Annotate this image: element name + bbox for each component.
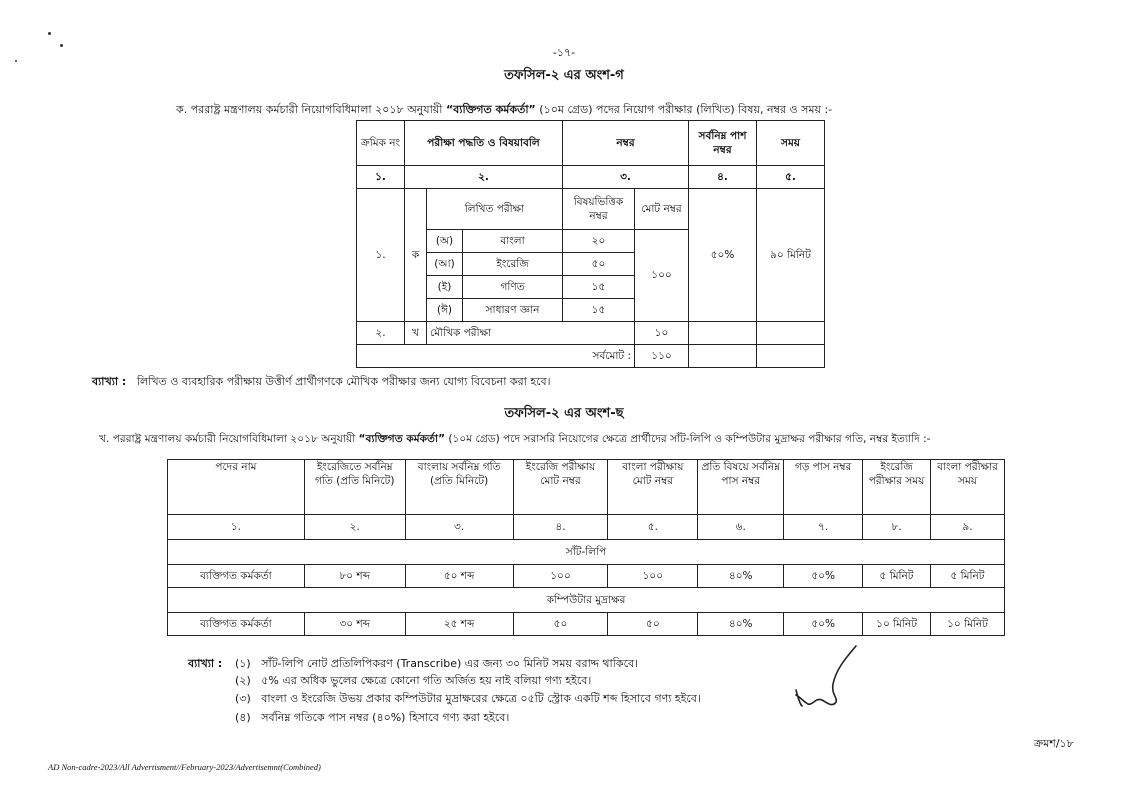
table-cell: ৮. — [863, 515, 931, 540]
table-row — [357, 189, 825, 230]
grand-total-row — [357, 345, 825, 368]
table-cell: বাংলা — [463, 230, 563, 253]
table-cell: কম্পিউটার মুদ্রাক্ষর — [168, 588, 1005, 613]
table-cell: ইংরেজি — [463, 253, 563, 276]
table-cell: মৌখিক পরীক্ষা — [427, 322, 635, 345]
table-cell: ২. — [304, 515, 405, 540]
paragraph-kha: খ. পররাষ্ট্র মন্ত্রণালয় কর্মচারী নিয়োগবিধিমালা ২০১৮ অনুযায়ী “ব্যক্তিগত কর্মকর্তা” (১০ম গ্রেড) পদে সরাসরি নিয়োগের ক্ষেত্রে প্রার্থীদের সাঁট-লিপি ও কম্পিউটার মুদ্রাক্ষর পরীক্ষার গতি, নম্বর ইত্যাদি :- — [99, 433, 931, 445]
table-cell: ১. — [168, 515, 305, 540]
table-cell — [757, 345, 825, 368]
paragraph-ka: ক. পররাষ্ট্র মন্ত্রণালয় কর্মচারী নিয়োগবিধিমালা ২০১৮ অনুযায়ী “ব্যক্তিগত কর্মকর্তা” (১০ম গ্রেড) পদের নিয়োগ পরীক্ষার (লিখিত) বিষয়, নম্বর ও সময় :- — [176, 103, 833, 116]
table-row — [168, 613, 1005, 636]
table-cell: ৩০ শব্দ — [304, 613, 405, 636]
table-cell: ৫ মিনিট — [931, 565, 1005, 588]
table-cell: ইংরেজি পরীক্ষায় মোট নম্বর — [513, 460, 608, 515]
table-cell: ৮০ শব্দ — [304, 565, 405, 588]
table-cell: (আ) — [427, 253, 463, 276]
table-cell: ৫০ — [563, 253, 635, 276]
table-cell: ২৫ শব্দ — [405, 613, 513, 636]
header-cell: সর্বনিম্ন পাশ নম্বর — [689, 121, 757, 166]
header-cell: পরীক্ষা পদ্ধতি ও বিষয়াবলি — [405, 121, 563, 166]
table-cell — [689, 345, 757, 368]
table-cell: বাংলা পরীক্ষার সময় — [931, 460, 1005, 515]
table-cell: ৯০ মিনিট — [757, 189, 825, 322]
table-cell: (অ) — [427, 230, 463, 253]
table-row — [168, 565, 1005, 588]
list-item: (২) ৫% এর অধিক ভুলের ক্ষেত্রে কোনো গতি অর্জিত হয় নাই বলিয়া গণ্য হইবে। — [235, 674, 592, 687]
table-cell: সাঁট-লিপি — [168, 540, 1005, 565]
list-item: (৪) সর্বনিম্ন গতিকে পাস নম্বর (৪০%) হিসাবে গণ্য করা হইবে। — [235, 711, 510, 724]
table-cell: ৪. — [689, 166, 757, 189]
table-cell: বাংলায় সর্বনিম্ন গতি (প্রতি মিনিটে) — [405, 460, 513, 515]
table-cell: ৫০ — [608, 613, 698, 636]
signature — [786, 640, 866, 720]
footer-path: AD Non-cadre-2023/All Advertisment//February-2023/Advertisemnt(Combined) — [48, 762, 321, 772]
header-cell: সময় — [757, 121, 825, 166]
list-item: (১) সাঁট-লিপি নোট প্রতিলিপিকরণ (Transcribe) এর জন্য ৩০ মিনিট সময় বরাদ্দ থাকিবে। — [235, 657, 639, 670]
table-cell: পদের নাম — [168, 460, 305, 515]
table-cell — [757, 322, 825, 345]
table-cell: গড় পাস নম্বর — [784, 460, 863, 515]
section-row — [168, 588, 1005, 613]
table-cell: ৫০% — [784, 565, 863, 588]
table-cell: খ — [405, 322, 427, 345]
post-name: “ব্যক্তিগত কর্মকর্তা” — [358, 433, 446, 445]
list-item: (৩) বাংলা ও ইংরেজি উভয় প্রকার কম্পিউটার মুদ্রাক্ষরের ক্ষেত্রে ০৫টি স্ট্রোক একটি শব্দ হিসাবে গণ্য হইবে। — [235, 692, 701, 705]
page-number: -১৭- — [552, 46, 576, 59]
table-cell: সাধারণ জ্ঞান — [463, 299, 563, 322]
table-cell: ১০ মিনিট — [931, 613, 1005, 636]
typing-speed-table — [167, 459, 1005, 636]
table-cell: ইংরেজিতে সর্বনিম্ন গতি (প্রতি মিনিটে) — [304, 460, 405, 515]
table-cell: ১১০ — [635, 345, 689, 368]
table-row — [357, 322, 825, 345]
section-row — [168, 540, 1005, 565]
table-cell: বাংলা পরীক্ষায় মোট নম্বর — [608, 460, 698, 515]
numbering-row — [357, 166, 825, 189]
section-heading-chha: তফসিল-২ এর অংশ-ছ — [504, 406, 624, 421]
table-cell: প্রতি বিষয়ে সর্বনিম্ন পাস নম্বর — [698, 460, 784, 515]
table-cell: (ঈ) — [427, 299, 463, 322]
table-cell: ১০০ — [635, 230, 689, 322]
table-cell: ৯. — [931, 515, 1005, 540]
table-cell: ইংরেজি পরীক্ষার সময় — [863, 460, 931, 515]
explanation-1: ব্যাখ্যা : লিখিত ও ব্যবহারিক পরীক্ষায় উত্তীর্ণ প্রার্থীগণকে মৌখিক পরীক্ষার জন্য যোগ্য বিবেচনা করা হবে। — [92, 375, 551, 388]
table-cell: ১০০ — [513, 565, 608, 588]
table-cell: ৭. — [784, 515, 863, 540]
table-cell: সর্বমোট : — [357, 345, 635, 368]
table-cell: ১০ মিনিট — [863, 613, 931, 636]
section-heading-ga: তফসিল-২ এর অংশ-গ — [504, 68, 624, 83]
table-cell: বিষয়ভিত্তিক নম্বর — [563, 189, 635, 230]
table-cell: ৫০% — [784, 613, 863, 636]
table-cell: লিখিত পরীক্ষা — [427, 189, 563, 230]
table-cell: গণিত — [463, 276, 563, 299]
table-cell: ১৫ — [563, 276, 635, 299]
table-cell: ৫. — [608, 515, 698, 540]
table-cell — [689, 322, 757, 345]
continued-marker: ক্রমশ/১৮ — [1034, 737, 1074, 750]
table-cell: ১. — [357, 189, 405, 322]
table-cell: ৪০% — [698, 613, 784, 636]
table-cell: ৫ মিনিট — [863, 565, 931, 588]
table-cell: ৪০% — [698, 565, 784, 588]
table-cell: ৫০ শব্দ — [405, 565, 513, 588]
table-cell: ২. — [405, 166, 563, 189]
table-header-row — [357, 121, 825, 166]
table-cell: (ই) — [427, 276, 463, 299]
table-cell: ১০০ — [608, 565, 698, 588]
table-cell: ৬. — [698, 515, 784, 540]
table-cell: ব্যক্তিগত কর্মকর্তা — [168, 565, 305, 588]
numbering-row — [168, 515, 1005, 540]
post-name: “ব্যক্তিগত কর্মকর্তা” — [445, 103, 536, 116]
written-exam-table — [356, 120, 825, 368]
table-cell: মোট নম্বর — [635, 189, 689, 230]
table-header-row — [168, 460, 1005, 515]
explanation-2-label: ব্যাখ্যা : — [188, 657, 223, 670]
table-cell: ব্যক্তিগত কর্মকর্তা — [168, 613, 305, 636]
table-cell: ৩. — [405, 515, 513, 540]
table-cell: ৫০ — [513, 613, 608, 636]
table-cell: ১৫ — [563, 299, 635, 322]
table-cell: ৩. — [563, 166, 689, 189]
scan-speck — [48, 32, 51, 35]
table-cell: ক — [405, 189, 427, 322]
table-cell: ২. — [357, 322, 405, 345]
table-cell: ৪. — [513, 515, 608, 540]
table-cell: ২০ — [563, 230, 635, 253]
header-cell: ক্রমিক নং — [357, 121, 405, 166]
table-cell: ১. — [357, 166, 405, 189]
table-cell: ১০ — [635, 322, 689, 345]
table-cell: ৫০% — [689, 189, 757, 322]
header-cell: নম্বর — [563, 121, 689, 166]
table-cell: ৫. — [757, 166, 825, 189]
